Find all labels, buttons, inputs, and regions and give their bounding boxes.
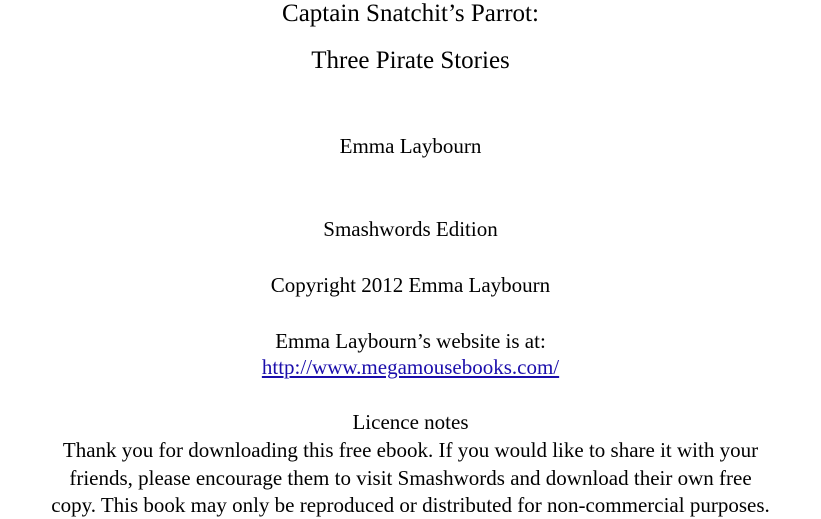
licence-heading: Licence notes xyxy=(352,410,469,434)
copyright-line: Copyright 2012 Emma Laybourn xyxy=(270,273,551,297)
edition-line: Smashwords Edition xyxy=(323,217,498,241)
title-line-2: Three Pirate Stories xyxy=(311,47,510,74)
title-line-1: Captain Snatchit’s Parrot: xyxy=(282,0,539,27)
licence-text-line: Thank you for downloading this free ebook. If you would like to share it with your xyxy=(62,438,759,462)
licence-text-line: friends, please encourage them to visit Smashwords and download their own free xyxy=(69,466,752,490)
licence-text-line: copy. This book may only be reproduced or distributed for non-commercial purposes. xyxy=(51,493,770,517)
website-label: Emma Laybourn’s website is at: xyxy=(275,329,546,353)
author-name: Emma Laybourn xyxy=(339,134,482,158)
website-link[interactable]: http://www.megamousebooks.com/ xyxy=(261,355,560,379)
website-link-wrapper xyxy=(0,355,821,379)
